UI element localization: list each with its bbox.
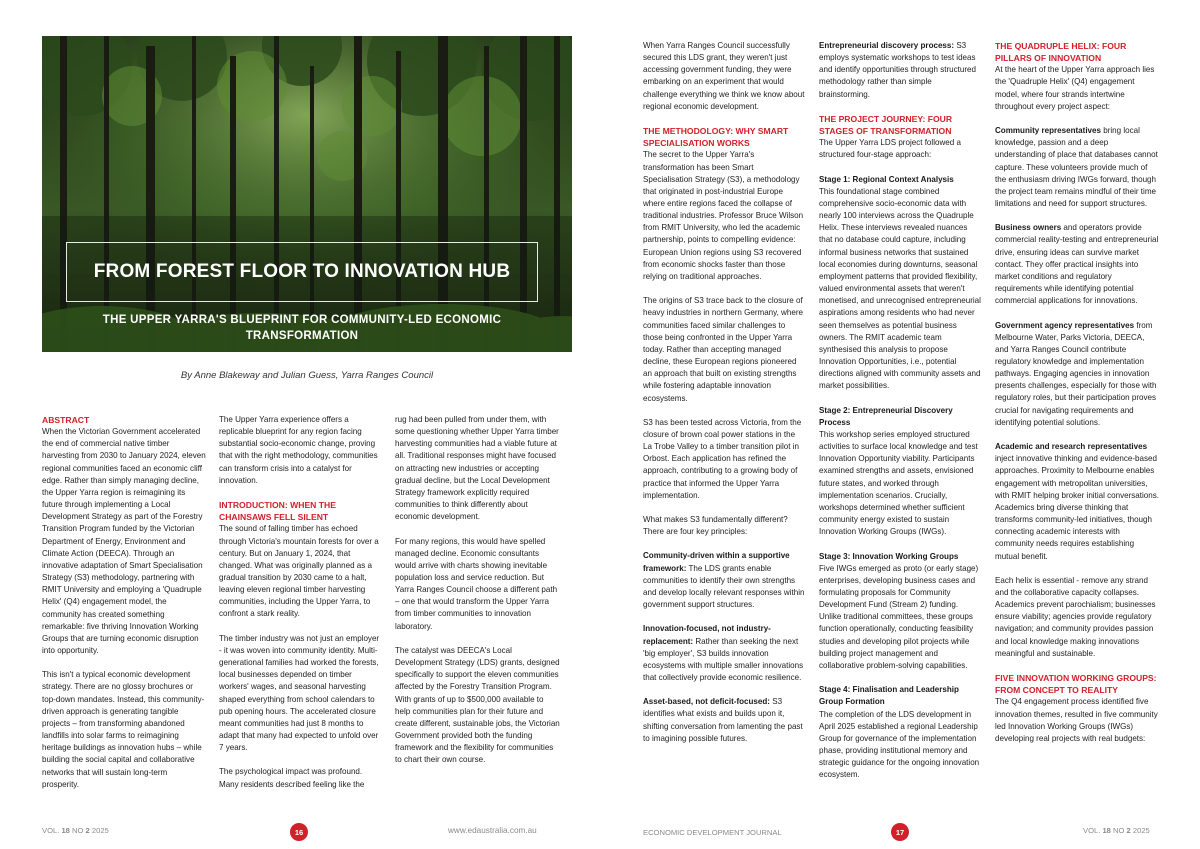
forest-illustration <box>42 36 572 352</box>
footer-no-number: 2 <box>1126 826 1131 835</box>
paragraph: This isn't a typical economic development strategy. There are no glossy brochures or top-down mandates. Instead, this community-driven approach is generating tangible projects – from transforming abandoned landfills into solar farms to reimagining heritage buildings as innovation hubs – while building the social capital and collaborative networks that will sustain long-term prosperity. <box>42 670 205 789</box>
helix-title: Community representatives <box>995 126 1101 136</box>
principle-text: S3 employs systematic workshops to test ideas and identify opportunities through structured methodology rather than simple brainstorming. <box>819 41 977 99</box>
column-4 <box>643 40 805 757</box>
column-1 <box>42 414 206 803</box>
principle-item <box>643 550 805 611</box>
helix-item <box>995 125 1159 210</box>
paragraph: What makes S3 fundamentally different? There are four key principles: <box>643 515 788 537</box>
article-title: FROM FOREST FLOOR TO INNOVATION HUB <box>93 261 511 282</box>
footer-volume-left <box>42 826 109 835</box>
paragraph: When Yarra Ranges Council successfully secured this LDS grant, they weren't just accessing government funding, they were embarking on an experiment that would challenge everything we think we know about regional economic development. <box>643 41 805 111</box>
helix-title: Business owners <box>995 223 1062 233</box>
paragraph: The Upper Yarra LDS project followed a structured four-stage approach: <box>819 138 961 160</box>
principle-title: Community-driven within a supportive framework: <box>643 551 790 573</box>
column-3 <box>395 414 560 779</box>
paragraph: For many regions, this would have spelled managed decline. Economic consultants would arrive with charts showing inevitable population loss and service reduction. But Yarra Ranges Council choose a different path – one that would transform the Upper Yarra from timber communities to innovation laboratory. <box>395 536 558 631</box>
paragraph: The completion of the LDS development in April 2025 established a regional Leadership Group for governance of the implementation phase, providing institutional memory and strategic guidance for the ongoing innovation ecosystem. <box>819 709 980 780</box>
helix-title: Government agency representatives <box>995 320 1135 330</box>
hero-title-box <box>66 242 538 302</box>
paragraph: The timber industry was not just an employer - it was woven into community identity. Multi-generational families had worked the forests, local businesses depended on timber workers' wages, and seasonal harvesting shaped everything from school calendars to pub opening hours. The accelerated closure meant communities had just 8 months to adapt that many had expected to unfold over 7 years. <box>219 633 380 753</box>
paragraph: This workshop series employed structured activities to surface local knowledge and test Innovation Opportunity viability. Participants examined strengths and assets, envisioned future states, and worked through implementation scenarios. Crucially, workshops determined whether sufficient community energy existed to sustain Innovation Working Groups (IWGs). <box>819 429 978 537</box>
column-6 <box>995 40 1159 757</box>
principle-text: S3 identifies what exists and builds upon it, shifting conversation from lamenting the past to imagining possible futures. <box>643 697 803 743</box>
footer-vol-label: VOL. <box>1083 826 1101 835</box>
page-number-left: 16 <box>290 823 308 841</box>
website-url[interactable]: www.edaustralia.com.au <box>448 826 537 835</box>
helix-item <box>995 320 1159 429</box>
footer-no-label: NO <box>1113 826 1125 835</box>
stage-title: Stage 1: Regional Context Analysis <box>819 174 954 184</box>
paragraph: This foundational stage combined comprehensive socio-economic data with nearly 100 interviews across the Quadruple Helix. These interviews revealed nuances that no database could capture, including informal business networks that sustained local economies during downturns, seasonal employment patterns that provided flexibility, valued environmental assets that weren't monetised, and unrecognised entrepreneurial aspirations among residents who had never seen themselves as potential business owners. The RMIT academic team synthesised this analysis to propose Innovation Opportunities, i.e., potential directions aligned with community assets and market possibilities. <box>819 186 981 391</box>
footer-no-number: 2 <box>85 826 90 835</box>
page-number-right: 17 <box>891 823 909 841</box>
helix-text: and operators provide commercial reality-testing and entrepreneurial drive, ensuring ideas can survive market contact. They offer practical insights into market conditions and regulatory requirements while identifying potential commercial applications for innovations. <box>995 223 1159 306</box>
paragraph: Five IWGs emerged as proto (or early stage) enterprises, developing business cases and formulating proposals for Community Development Fund (Stream 2) funding. Unlike traditional committees, these groups function operationally, conducting feasibility studies and developing pilot projects while building project management and collaborative problem-solving capabilities. <box>819 563 979 670</box>
paragraph: The secret to the Upper Yarra's transformation has been Smart Specialisation Strategy (S3), a methodology that originated in post-industrial Europe where entire regions faced the collapse of traditional industries. Professor Bruce Wilson from RMIT University, who led the academic partnership, points to compelling evidence: European Union regions using S3 recovered from economic shocks faster than those relying on traditional approaches. <box>643 150 804 281</box>
column-5 <box>819 40 981 794</box>
paragraph: S3 has been tested across Victoria, from the closure of brown coal power stations in the La Trobe Valley to a timber transition pilot in Orbost. Each application has refined the approach, contributing to a growing body of practice that informed the Upper Yarra implementation. <box>643 417 802 500</box>
journey-heading: THE PROJECT JOURNEY: FOUR STAGES OF TRANSFORMATION <box>819 113 953 137</box>
helix-heading: THE QUADRUPLE HELIX: FOUR PILLARS OF INNOVATION <box>995 41 1127 64</box>
footer-year: 2025 <box>91 826 109 835</box>
paragraph: The catalyst was DEECA's Local Development Strategy (LDS) grants, designed specifically to support the eleven communities affected by the Forestry Transition Program. With grants of up to $500,000 available to help communities plan for their future and create different, sustainable jobs, the Victorian Government provided both the funding framework and the flexibility for communities to chart their own course. <box>395 645 560 765</box>
journal-name: ECONOMIC DEVELOPMENT JOURNAL <box>643 828 782 837</box>
paragraph: The psychological impact was profound. Many residents described feeling like the <box>219 767 365 789</box>
footer-vol-number: 18 <box>1102 826 1111 835</box>
helix-title: Academic and research representatives <box>995 442 1148 452</box>
principle-item <box>819 40 981 101</box>
paragraph: rug had been pulled from under them, with some questioning whether Upper Yarra timber harvesting communities had a viable future at all. Traditional responses might have focused on attracting new industries or accepting gradual decline, but the Local Development Strategy framework explicitly required communities to think differently about economic development. <box>395 415 559 522</box>
article-subtitle: THE UPPER YARRA'S BLUEPRINT FOR COMMUNITY-LED ECONOMIC TRANSFORMATION <box>102 314 502 342</box>
principle-title: Entrepreneurial discovery process: <box>819 41 955 50</box>
principle-title: Innovation-focused, not industry-replacement: <box>643 624 771 646</box>
right-page <box>600 0 1200 849</box>
helix-item <box>995 222 1159 307</box>
paragraph: The Q4 engagement process identified five innovation themes, resulted in five community led Innovation Working Groups (IWGs) developing real projects with real budgets: <box>995 697 1158 743</box>
intro-heading: INTRODUCTION: WHEN THE CHAINSAWS FELL SILENT <box>219 500 336 523</box>
hero-forest-image <box>42 36 572 352</box>
principle-title: Asset-based, not deficit-focused: <box>643 697 770 707</box>
footer-vol-label: VOL. <box>42 826 60 835</box>
abstract-heading: ABSTRACT <box>42 415 90 425</box>
helix-text: inject innovative thinking and evidence-based approaches. Proximity to Melbourne enables engagement with metropolitan universities, with RMIT helping broker initial conversations. Academics bring diverse thinking that transforms community-led initiatives, though connecting academic interests with community needs requires establishing mutual benefit. <box>995 454 1159 561</box>
paragraph: When the Victorian Government accelerated the end of commercial native timber harvesting from 2030 to January 2024, eleven regional communities faced an economic cliff edge. Rather than simply managing decline, the Upper Yarra region is reimagining its future through implementing a Local Development Strategy as part of the Forestry Transition Program funded by the Victorian Department of Energy, Environment and Climate Action (DEECA). Through an innovative adaptation of Smart Specialisation Strategy (S3) methodology, partnering with RMIT University and employing a 'Quadruple Helix' (Q4) engagement model, the community has created something remarkable: five thriving Innovation Working Groups that are turning economic disruption into opportunity. <box>42 427 206 655</box>
principle-item <box>643 696 805 745</box>
principle-text: Rather than seeking the next 'big employer', S3 builds innovation ecosystems with multiple smaller innovations that collectively provide economic resilience. <box>643 636 804 683</box>
paragraph: The Upper Yarra experience offers a replicable blueprint for any region facing substantial socio-economic change, proving that with the right methodology, communities can transform crisis into a catalyst for innovation. <box>219 415 378 485</box>
stage-title: Stage 4: Finalisation and Leadership Group Formation <box>819 685 959 707</box>
paragraph: Each helix is essential - remove any strand and the collaborative capacity collapses. Academics prevent parochialism; businesses ensure viability; agencies provide regulatory navigation; and community provides passion and local knowledge making innovations meaningful and sustainable. <box>995 575 1156 658</box>
footer-volume-right <box>1083 826 1150 835</box>
paragraph: At the heart of the Upper Yarra approach lies the 'Quadruple Helix' (Q4) engagement model, where four strands intertwine throughout every project aspect: <box>995 65 1155 111</box>
footer-no-label: NO <box>72 826 84 835</box>
principle-text: The LDS grants enable communities to identify their own strengths and develop locally relevant responses within government support structures. <box>643 563 805 610</box>
paragraph: The sound of falling timber has echoed through Victoria's mountain forests for over a century. But on January 1, 2024, that changed. What was originally planned as a gradual transition by 2030 came to a halt, leaving eleven regional timber harvesting communities, including the Upper Yarra, to confront a stark reality. <box>219 524 379 619</box>
footer-year: 2025 <box>1132 826 1150 835</box>
paragraph: The origins of S3 trace back to the closure of heavy industries in northern Germany, where communities faced similar challenges to those being confronted in the Upper Yarra today. Rather than accepting managed decline, these European regions pioneered an approach that built on existing strengths while fostering adaptable innovation ecosystems. <box>643 296 803 403</box>
stage-title: Stage 2: Entrepreneurial Discovery Process <box>819 405 953 427</box>
column-2 <box>219 414 381 803</box>
iwg-heading: FIVE INNOVATION WORKING GROUPS: FROM CONCEPT TO REALITY <box>995 673 1157 696</box>
methodology-heading: THE METHODOLOGY: WHY SMART SPECIALISATION WORKS <box>643 126 789 149</box>
byline: By Anne Blakeway and Julian Guess, Yarra Ranges Council <box>180 370 434 381</box>
helix-text: bring local knowledge, passion and a deep understanding of place that databases cannot capture. These volunteers provide much of the enthusiasm driving IWGs forward, though the project team remains mindful of their time limitations and need for support structures. <box>995 126 1158 209</box>
helix-text: from Melbourne Water, Parks Victoria, DEECA, and Yarra Ranges Council contribute regulatory knowledge and implementation pathways. Engaging agencies in innovation presents challenges, especially for those with regulatory roles, but their participation proves crucial for navigating requirements and identifying potential solutions. <box>995 320 1157 427</box>
principle-item <box>643 623 805 684</box>
helix-item <box>995 441 1159 563</box>
stage-title: Stage 3: Innovation Working Groups <box>819 551 959 561</box>
footer-vol-number: 18 <box>61 826 70 835</box>
